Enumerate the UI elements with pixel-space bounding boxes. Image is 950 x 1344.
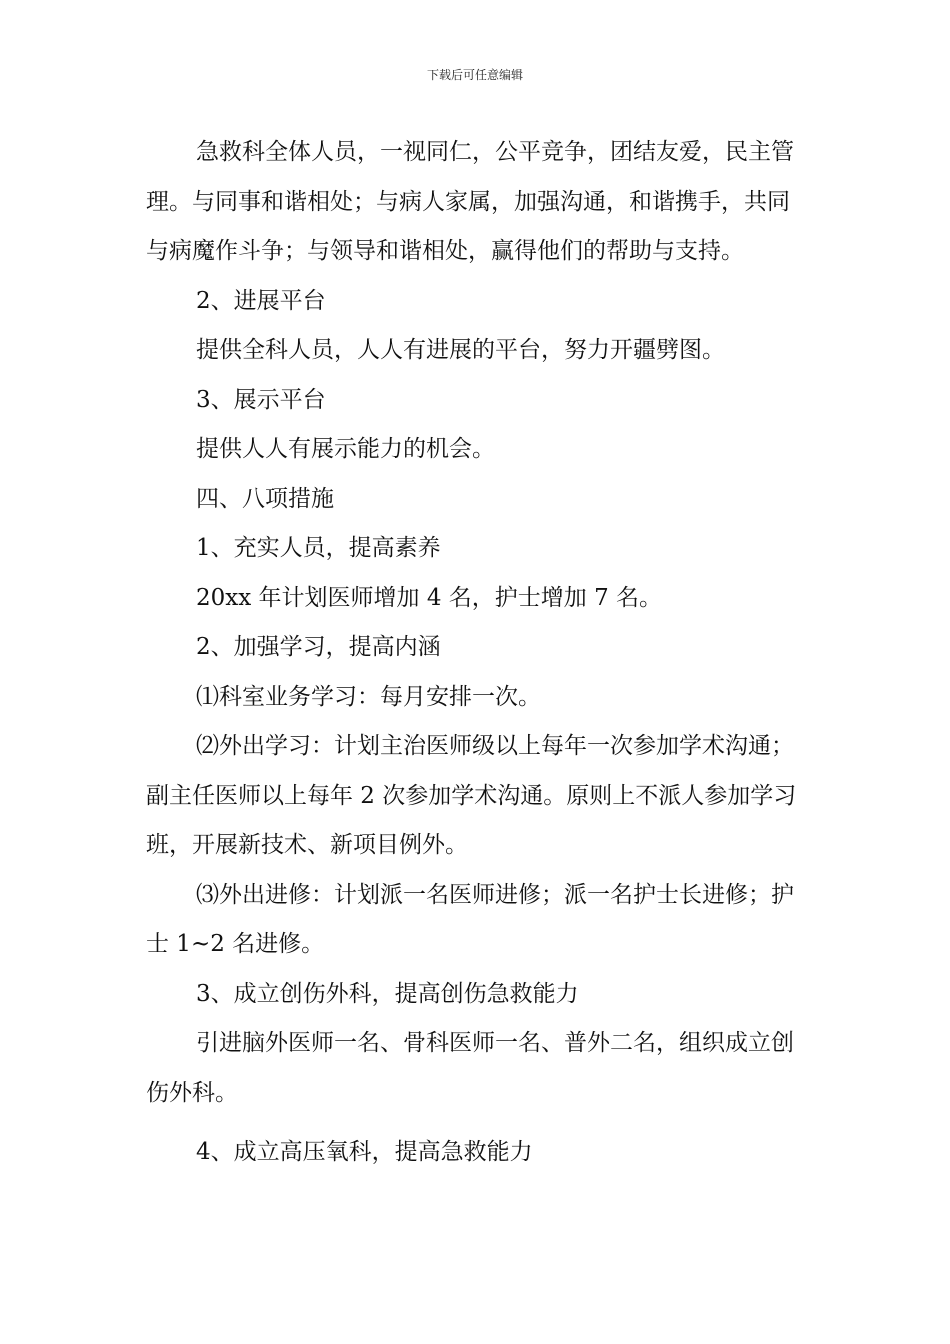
paragraph-trauma-surgery: 引进脑外医师一名、骨科医师一名、普外二名，组织成立创伤外科。	[146, 1030, 794, 1106]
paragraph-staffing-plan: 20xx 年计划医师增加 4 名，护士增加 7 名。	[196, 584, 663, 611]
paragraph-display-platform: 提供人人有展示能力的机会。	[196, 436, 495, 462]
paragraph-development-platform: 提供全科人员，人人有进展的平台，努力开疆劈图。	[196, 337, 725, 363]
heading-learning: 2、加强学习，提高内涵	[196, 634, 441, 660]
heading-trauma-surgery: 3、成立创伤外科，提高创伤急救能力	[196, 980, 579, 1007]
item-external-training: ⑶外出进修：计划派一名医师进修；派一名护士长进修；护士 1~2 名进修。	[146, 881, 794, 957]
item-external-study: ⑵外出学习：计划主治医师级以上每年一次参加学术沟通；副主任医师以上每年 2 次参加学术沟通。原则上不派人参加学习班，开展新技术、新项目例外。	[146, 733, 797, 858]
heading-staffing: 1、充实人员，提高素养	[196, 535, 441, 561]
heading-hyperbaric-oxygen: 4、成立高压氧科，提高急救能力	[196, 1139, 533, 1165]
section-heading-eight-measures: 四、八项措施	[196, 485, 334, 512]
item-department-study: ⑴科室业务学习：每月安排一次。	[196, 683, 541, 710]
heading-display-platform: 3、展示平台	[196, 386, 326, 413]
heading-development-platform: 2、进展平台	[196, 287, 326, 314]
document-body	[146, 128, 810, 1178]
paragraph-harmony: 急救科全体人员，一视同仁，公平竞争，团结友爱，民主管理。与同事和谐相处；与病人家属，加强沟通，和谐携手，共同与病魔作斗争；与领导和谐相处，赢得他们的帮助与支持。	[146, 139, 794, 264]
page-header-note: 下载后可任意编辑	[426, 68, 523, 82]
